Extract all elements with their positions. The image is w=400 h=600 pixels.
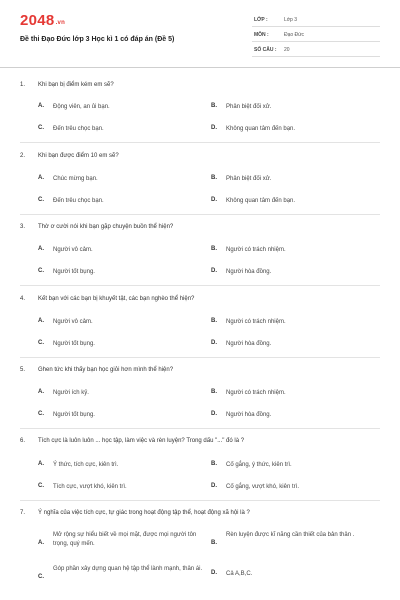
- meta-value: 20: [284, 47, 290, 53]
- option-text: Cả A,B,C.: [226, 571, 253, 577]
- question-number: 3.: [20, 224, 26, 230]
- meta-label: MÔN :: [254, 32, 269, 38]
- option-letter: B.: [211, 103, 217, 109]
- option-letter: D.: [211, 483, 217, 489]
- question-divider: [20, 214, 380, 215]
- option-letter: C.: [38, 340, 44, 346]
- option-letter: D.: [211, 125, 217, 131]
- option-text: Động viên, an ủi bạn.: [53, 104, 110, 110]
- question-number: 6.: [20, 438, 26, 444]
- question-text: Ý nghĩa của việc tích cực, tự giác trong hoạt động tập thể, hoạt động xã hội là ?: [38, 510, 250, 516]
- option-letter: B.: [211, 318, 217, 324]
- meta-row-class: [252, 12, 380, 27]
- question-number: 1.: [20, 82, 26, 88]
- question-divider: [20, 357, 380, 358]
- question-text: Tích cực là luôn luôn ... học tập, làm việc và rèn luyện? Trong dấu "..." đó là ?: [38, 438, 245, 444]
- question-text: Khi bạn được điểm 10 em sẽ?: [38, 153, 119, 159]
- option-text: Ý thức, tích cực, kiên trì.: [53, 462, 119, 468]
- option-letter: B.: [211, 540, 217, 546]
- meta-row-subject: [252, 27, 380, 42]
- option-text: Người tốt bụng.: [53, 341, 95, 347]
- logo-main: 2048: [20, 12, 55, 29]
- exam-info-panel: [252, 12, 380, 57]
- option-letter: A.: [38, 246, 44, 252]
- option-letter: A.: [38, 318, 44, 324]
- logo-suffix: .vn: [55, 20, 66, 26]
- question-divider: [20, 500, 380, 501]
- option-letter: D.: [211, 197, 217, 203]
- meta-value: Lớp 3: [284, 17, 298, 23]
- option-text: Người ích kỷ.: [53, 390, 89, 396]
- option-text: Không quan tâm đến bạn.: [226, 126, 296, 132]
- question-text: Kết bạn với các bạn bị khuyết tật, các bạn nghèo thể hiện?: [38, 296, 195, 302]
- meta-label: SỐ CÂU :: [254, 47, 277, 53]
- question-number: 2.: [20, 153, 26, 159]
- option-letter: D.: [211, 411, 217, 417]
- meta-label: LỚP :: [254, 17, 268, 23]
- option-text: Tích cực, vượt khó, kiên trì.: [53, 484, 127, 490]
- question-divider: [20, 142, 380, 143]
- question-text: Khi bạn bị điểm kém em sẽ?: [38, 82, 114, 88]
- meta-row-count: [252, 42, 380, 57]
- question-number: 7.: [20, 510, 26, 516]
- option-text: Góp phần xây dựng quan hệ tập thể lành mạnh, thân ái.: [53, 566, 203, 572]
- option-letter: A.: [38, 175, 44, 181]
- option-letter: B.: [211, 246, 217, 252]
- option-letter: C.: [38, 483, 44, 489]
- option-letter: A.: [38, 103, 44, 109]
- option-letter: B.: [211, 461, 217, 467]
- option-text: Người có trách nhiệm.: [226, 390, 286, 396]
- option-text: Người vô cảm.: [53, 319, 93, 325]
- option-text: Không quan tâm đến bạn.: [226, 198, 296, 204]
- option-text: Người có trách nhiệm.: [226, 319, 286, 325]
- option-letter: C.: [38, 125, 44, 131]
- option-text: Người hòa đồng.: [226, 341, 272, 347]
- option-letter: A.: [38, 389, 44, 395]
- option-letter: A.: [38, 461, 44, 467]
- option-text: Người tốt bụng.: [53, 269, 95, 275]
- question-text: Ghen tức khi thấy bạn học giỏi hơn mình thể hiện?: [38, 367, 174, 373]
- option-text: Phân biệt đối xử.: [226, 176, 272, 182]
- question-divider: [20, 428, 380, 429]
- site-logo[interactable]: [20, 12, 65, 29]
- option-letter: D.: [211, 570, 217, 576]
- option-letter: C.: [38, 197, 44, 203]
- header-divider: [0, 67, 400, 68]
- option-text: Người tốt bụng.: [53, 412, 95, 418]
- page-title: Đề thi Đạo Đức lớp 3 Học kì 1 có đáp án (Đề 5): [20, 36, 175, 43]
- option-letter: B.: [211, 389, 217, 395]
- page-header: [0, 0, 400, 70]
- question-divider: [20, 285, 380, 286]
- question-number: 5.: [20, 367, 26, 373]
- option-text: Người hòa đồng.: [226, 412, 272, 418]
- meta-value: Đạo Đức: [284, 32, 305, 38]
- option-text: Đến trêu chọc bạn.: [53, 126, 104, 132]
- option-text: Mở rộng sự hiểu biết về mọi mặt, được mọi người tôn trọng, quý mến.: [53, 532, 197, 547]
- option-text: Cố gắng, vượt khó, kiên trì.: [226, 484, 299, 490]
- option-letter: C.: [38, 268, 44, 274]
- option-text: Người hòa đồng.: [226, 269, 272, 275]
- question-text: Thờ ơ cười nói khi bạn gặp chuyện buồn thể hiện?: [38, 224, 174, 230]
- option-text: Chúc mừng bạn.: [53, 176, 98, 182]
- option-text: Người có trách nhiệm.: [226, 247, 286, 253]
- option-letter: A.: [38, 540, 44, 546]
- option-text: Rèn luyện được kĩ năng cần thiết của bản thân .: [226, 532, 355, 538]
- option-text: Phân biệt đối xử.: [226, 104, 272, 110]
- option-text: Đến trêu chọc bạn.: [53, 198, 104, 204]
- option-letter: B.: [211, 175, 217, 181]
- option-letter: D.: [211, 268, 217, 274]
- option-letter: C.: [38, 411, 44, 417]
- option-letter: C.: [38, 574, 44, 580]
- option-letter: D.: [211, 340, 217, 346]
- option-text: Cố gắng, ý thức, kiên trì.: [226, 462, 292, 468]
- option-text: Người vô cảm.: [53, 247, 93, 253]
- question-number: 4.: [20, 296, 26, 302]
